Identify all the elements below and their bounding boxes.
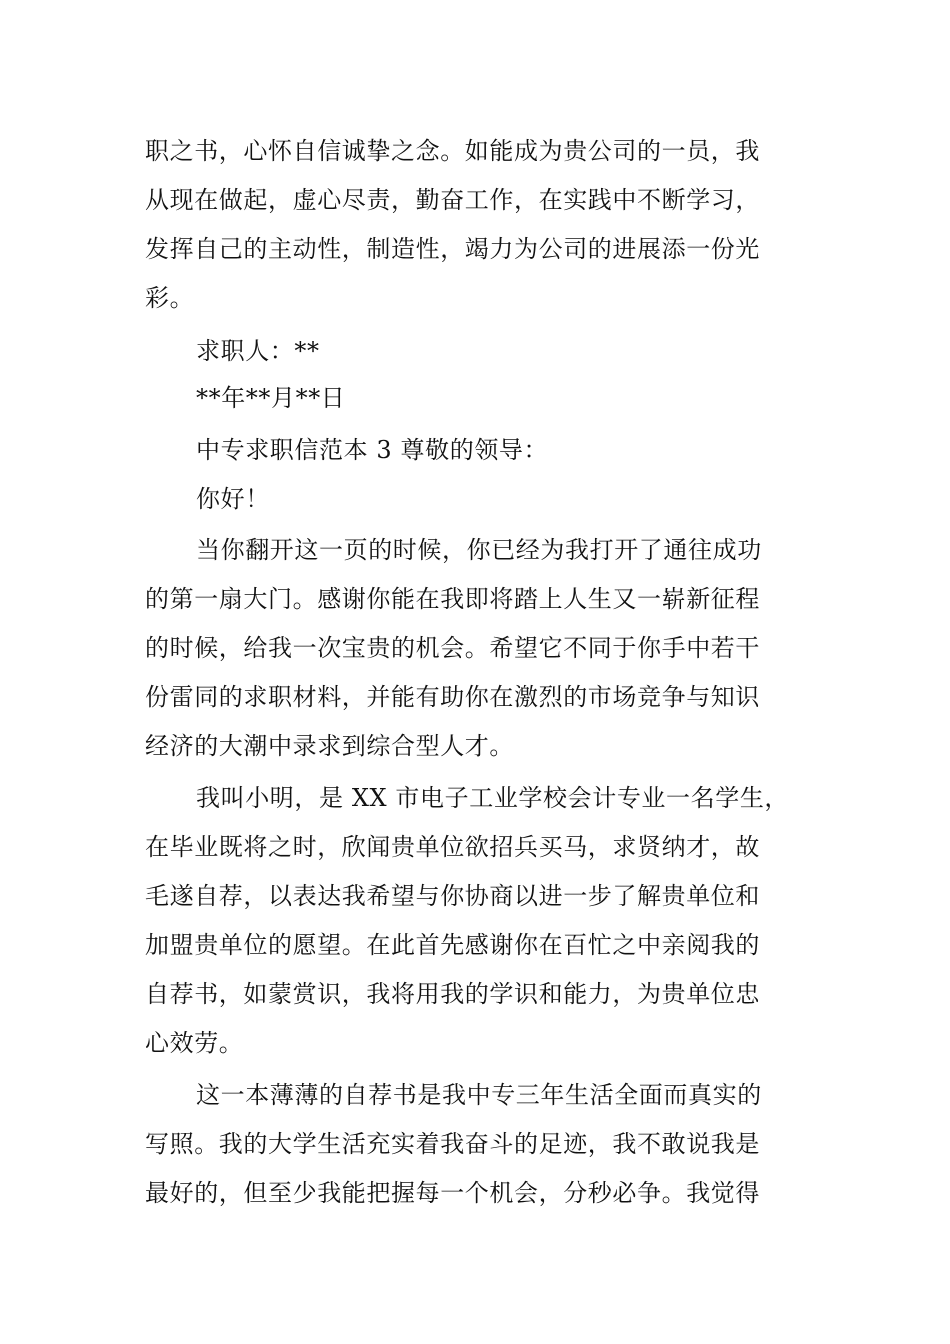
paragraph-line: 发挥自己的主动性，制造性，竭力为公司的进展添一份光 bbox=[145, 235, 760, 263]
paragraph-line: 这一本薄薄的自荐书是我中专三年生活全面而真实的 bbox=[196, 1081, 762, 1109]
paragraph-line: 的第一扇大门。感谢你能在我即将踏上人生又一崭新征程 bbox=[145, 585, 760, 613]
signature-date: **年**月**日 bbox=[196, 384, 346, 412]
paragraph-line: 份雷同的求职材料，并能有助你在激烈的市场竞争与知识 bbox=[145, 683, 760, 711]
paragraph-line: 加盟贵单位的愿望。在此首先感谢你在百忙之中亲阅我的 bbox=[145, 931, 760, 959]
paragraph-line: 彩。 bbox=[145, 284, 195, 312]
paragraph-line: 写照。我的大学生活充实着我奋斗的足迹，我不敢说我是 bbox=[145, 1130, 760, 1158]
paragraph-line: 当你翻开这一页的时候，你已经为我打开了通往成功 bbox=[196, 536, 762, 564]
signature-name: 求职人：** bbox=[196, 337, 320, 365]
paragraph-line: 毛遂自荐，以表达我希望与你协商以进一步了解贵单位和 bbox=[145, 882, 760, 910]
paragraph-line: 我叫小明，是 XX 市电子工业学校会计专业一名学生， bbox=[196, 784, 790, 812]
paragraph-line: 职之书，心怀自信诚挚之念。如能成为贵公司的一员，我 bbox=[145, 137, 760, 165]
section-heading: 中专求职信范本 3 尊敬的领导： bbox=[196, 436, 549, 464]
paragraph-line: 经济的大潮中录求到综合型人才。 bbox=[145, 732, 514, 760]
greeting: 你好！ bbox=[196, 485, 270, 513]
paragraph-line: 最好的，但至少我能把握每一个机会，分秒必争。我觉得 bbox=[145, 1179, 760, 1207]
paragraph-line: 从现在做起，虚心尽责，勤奋工作，在实践中不断学习， bbox=[145, 186, 760, 214]
paragraph-line: 心效劳。 bbox=[145, 1029, 244, 1057]
paragraph-line: 自荐书，如蒙赏识，我将用我的学识和能力，为贵单位忠 bbox=[145, 980, 760, 1008]
paragraph-line: 在毕业既将之时，欣闻贵单位欲招兵买马，求贤纳才，故 bbox=[145, 833, 760, 861]
paragraph-line: 的时候，给我一次宝贵的机会。希望它不同于你手中若干 bbox=[145, 634, 760, 662]
